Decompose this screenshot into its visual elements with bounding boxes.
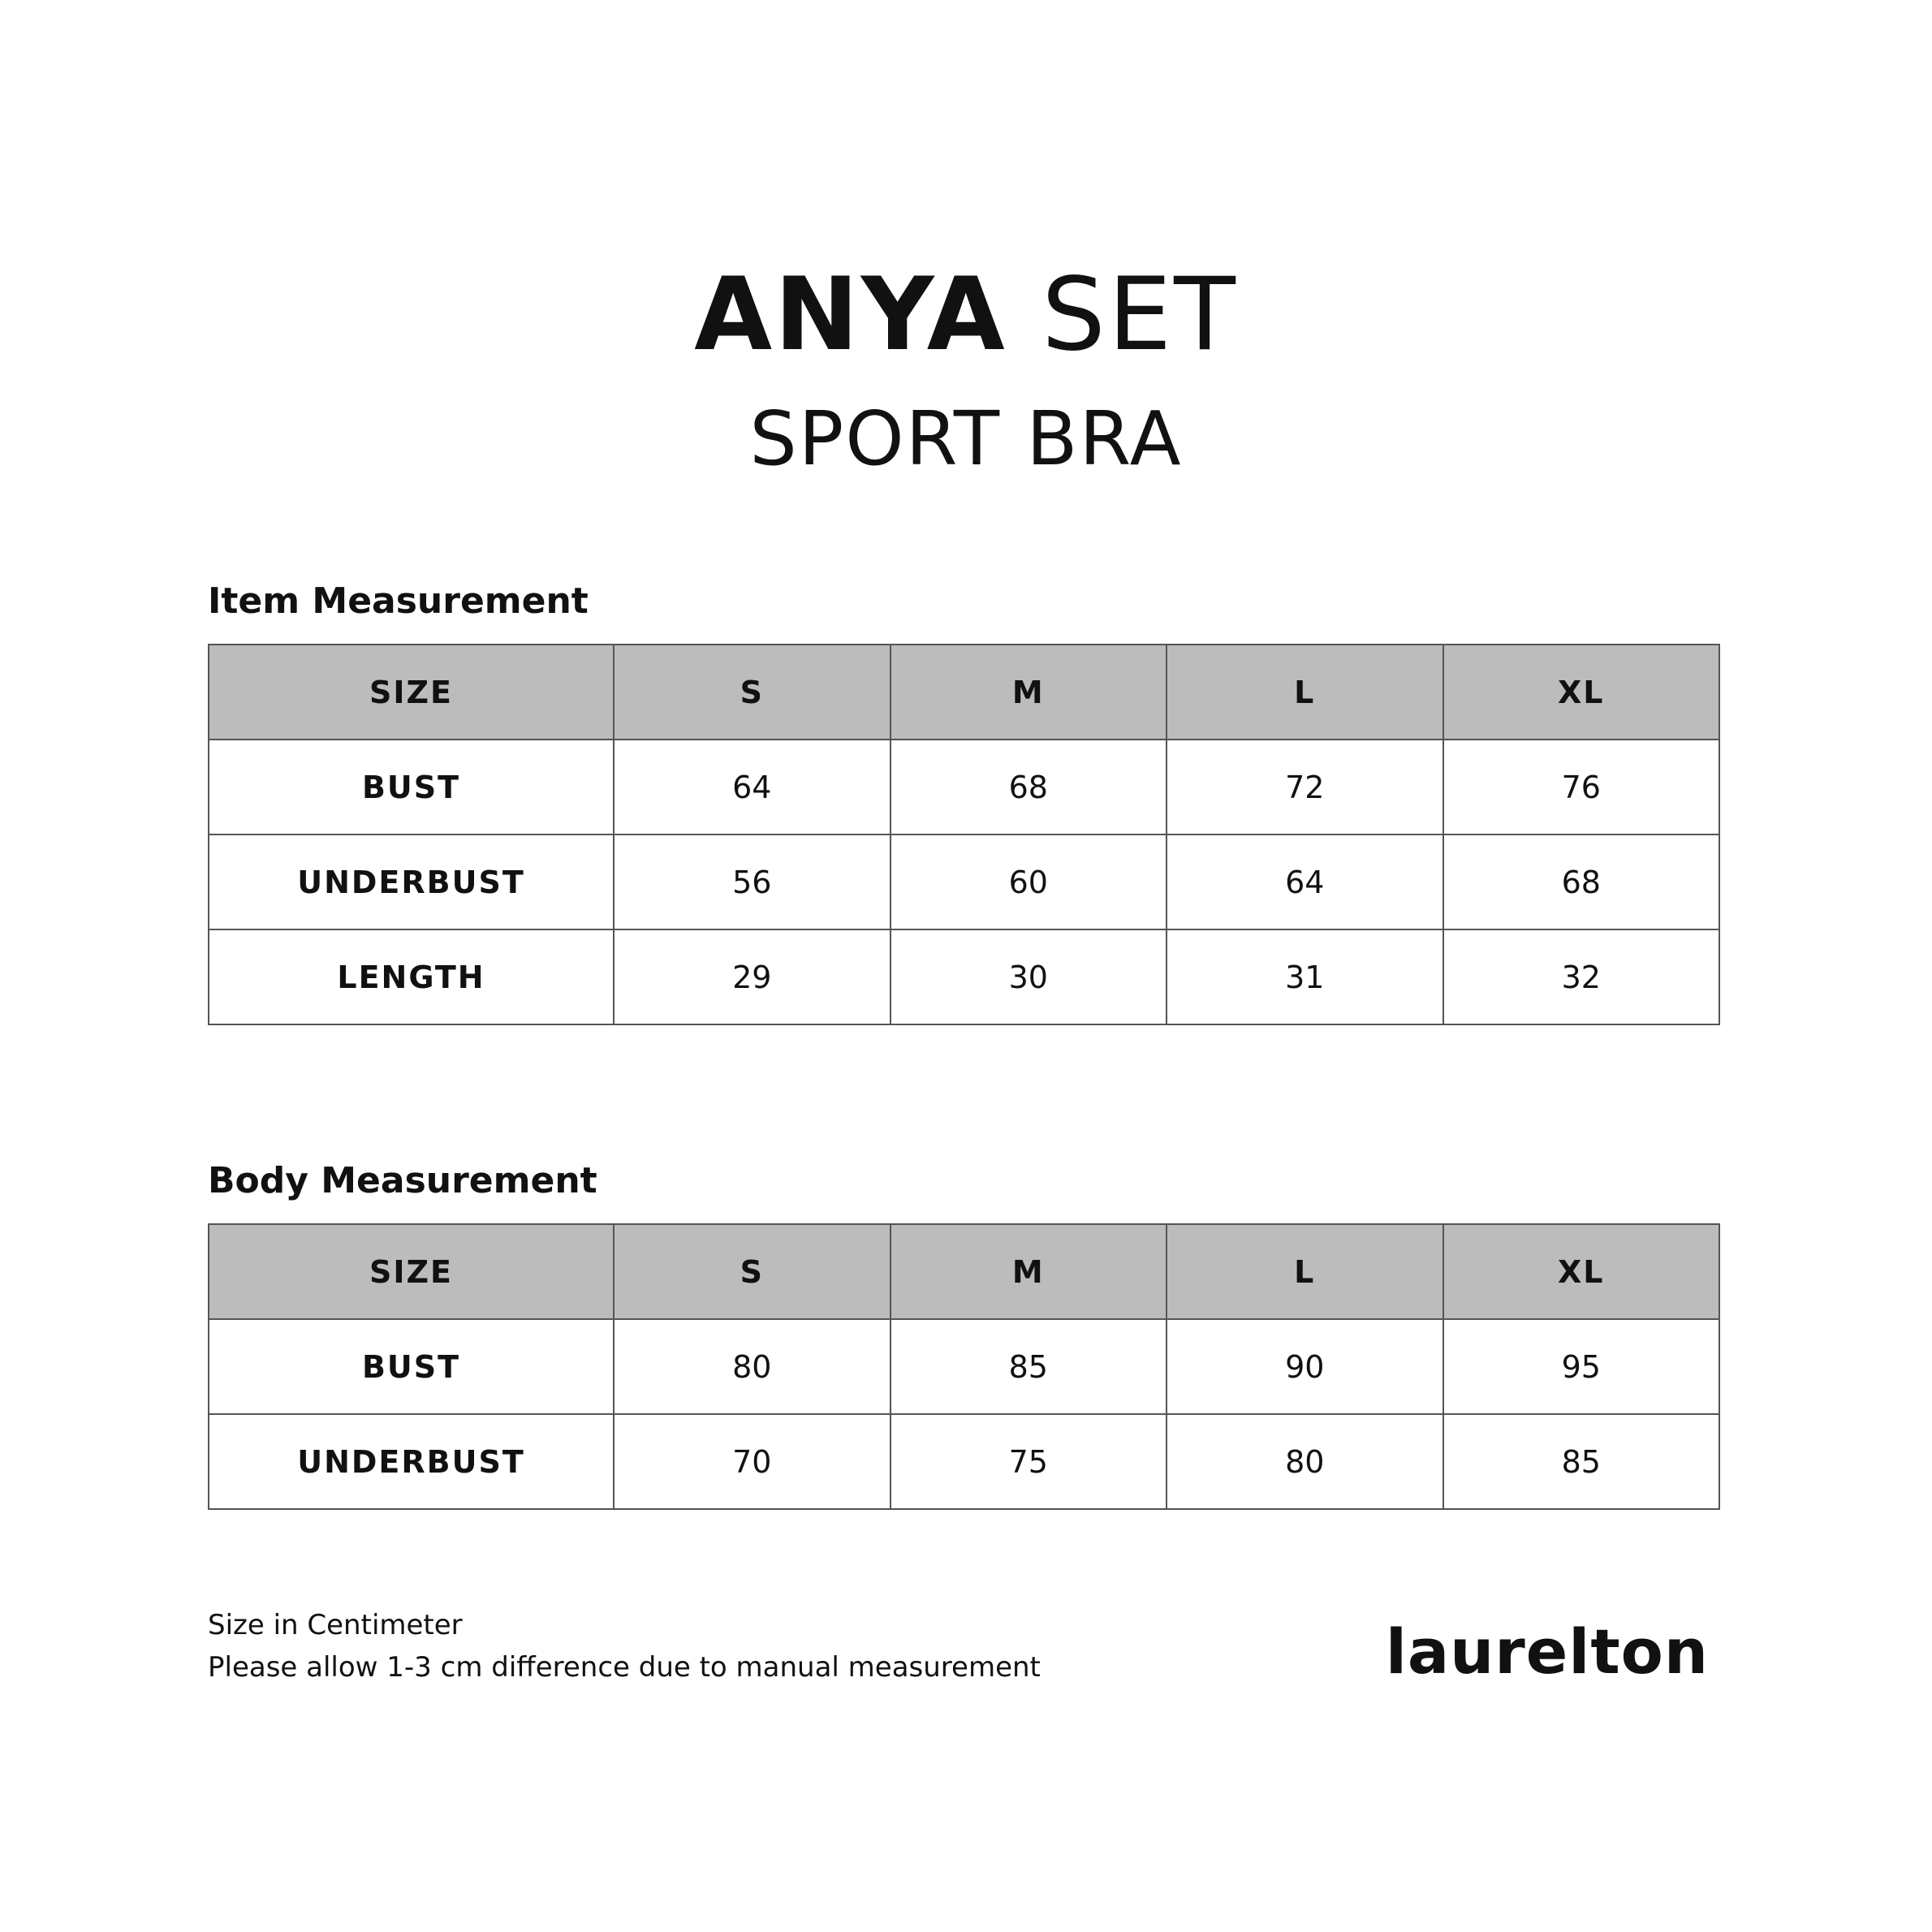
table-row — [209, 929, 1719, 1024]
table-row — [209, 1414, 1719, 1509]
table-row — [209, 1319, 1719, 1414]
row-label-bust: BUST — [209, 740, 614, 834]
row-label-underbust: UNDERBUST — [209, 1414, 614, 1509]
row-label-underbust: UNDERBUST — [209, 834, 614, 929]
table-row — [209, 834, 1719, 929]
column-header-s: S — [614, 645, 891, 740]
column-header-m: M — [891, 1224, 1167, 1319]
title-collection: SET — [1041, 257, 1238, 373]
title-product-name: ANYA — [694, 257, 1007, 373]
table-header-row — [209, 645, 1719, 740]
table-cell: 90 — [1167, 1319, 1443, 1414]
table-cell: 80 — [1167, 1414, 1443, 1509]
row-label-length: LENGTH — [209, 929, 614, 1024]
column-header-m: M — [891, 645, 1167, 740]
table-cell: 85 — [891, 1319, 1167, 1414]
table-header-row — [209, 1224, 1719, 1319]
table-cell: 95 — [1443, 1319, 1720, 1414]
page-title — [0, 258, 1932, 372]
table-cell: 29 — [614, 929, 891, 1024]
table-cell: 85 — [1443, 1414, 1720, 1509]
body-measurement-table — [208, 1223, 1720, 1510]
table-cell: 72 — [1167, 740, 1443, 834]
table-cell: 30 — [891, 929, 1167, 1024]
table-cell: 64 — [614, 740, 891, 834]
table-cell: 68 — [1443, 834, 1720, 929]
tolerance-note: Please allow 1-3 cm difference due to manual measurement — [208, 1651, 1041, 1684]
table-cell: 60 — [891, 834, 1167, 929]
item-measurement-heading: Item Measurement — [208, 580, 589, 622]
table-cell: 64 — [1167, 834, 1443, 929]
brand-logo: laurelton — [1385, 1615, 1709, 1688]
row-label-bust: BUST — [209, 1319, 614, 1414]
page-subtitle: SPORT BRA — [749, 395, 1183, 482]
column-header-size: SIZE — [209, 1224, 614, 1319]
table-row — [209, 740, 1719, 834]
column-header-xl: XL — [1443, 1224, 1720, 1319]
table-cell: 80 — [614, 1319, 891, 1414]
table-cell: 75 — [891, 1414, 1167, 1509]
table-cell: 56 — [614, 834, 891, 929]
table-cell: 32 — [1443, 929, 1720, 1024]
unit-note: Size in Centimeter — [208, 1609, 463, 1641]
table-cell: 76 — [1443, 740, 1720, 834]
body-measurement-heading: Body Measurement — [208, 1160, 597, 1201]
table-cell: 70 — [614, 1414, 891, 1509]
column-header-s: S — [614, 1224, 891, 1319]
column-header-size: SIZE — [209, 645, 614, 740]
table-cell: 68 — [891, 740, 1167, 834]
column-header-xl: XL — [1443, 645, 1720, 740]
table-cell: 31 — [1167, 929, 1443, 1024]
column-header-l: L — [1167, 645, 1443, 740]
column-header-l: L — [1167, 1224, 1443, 1319]
item-measurement-table — [208, 644, 1720, 1025]
